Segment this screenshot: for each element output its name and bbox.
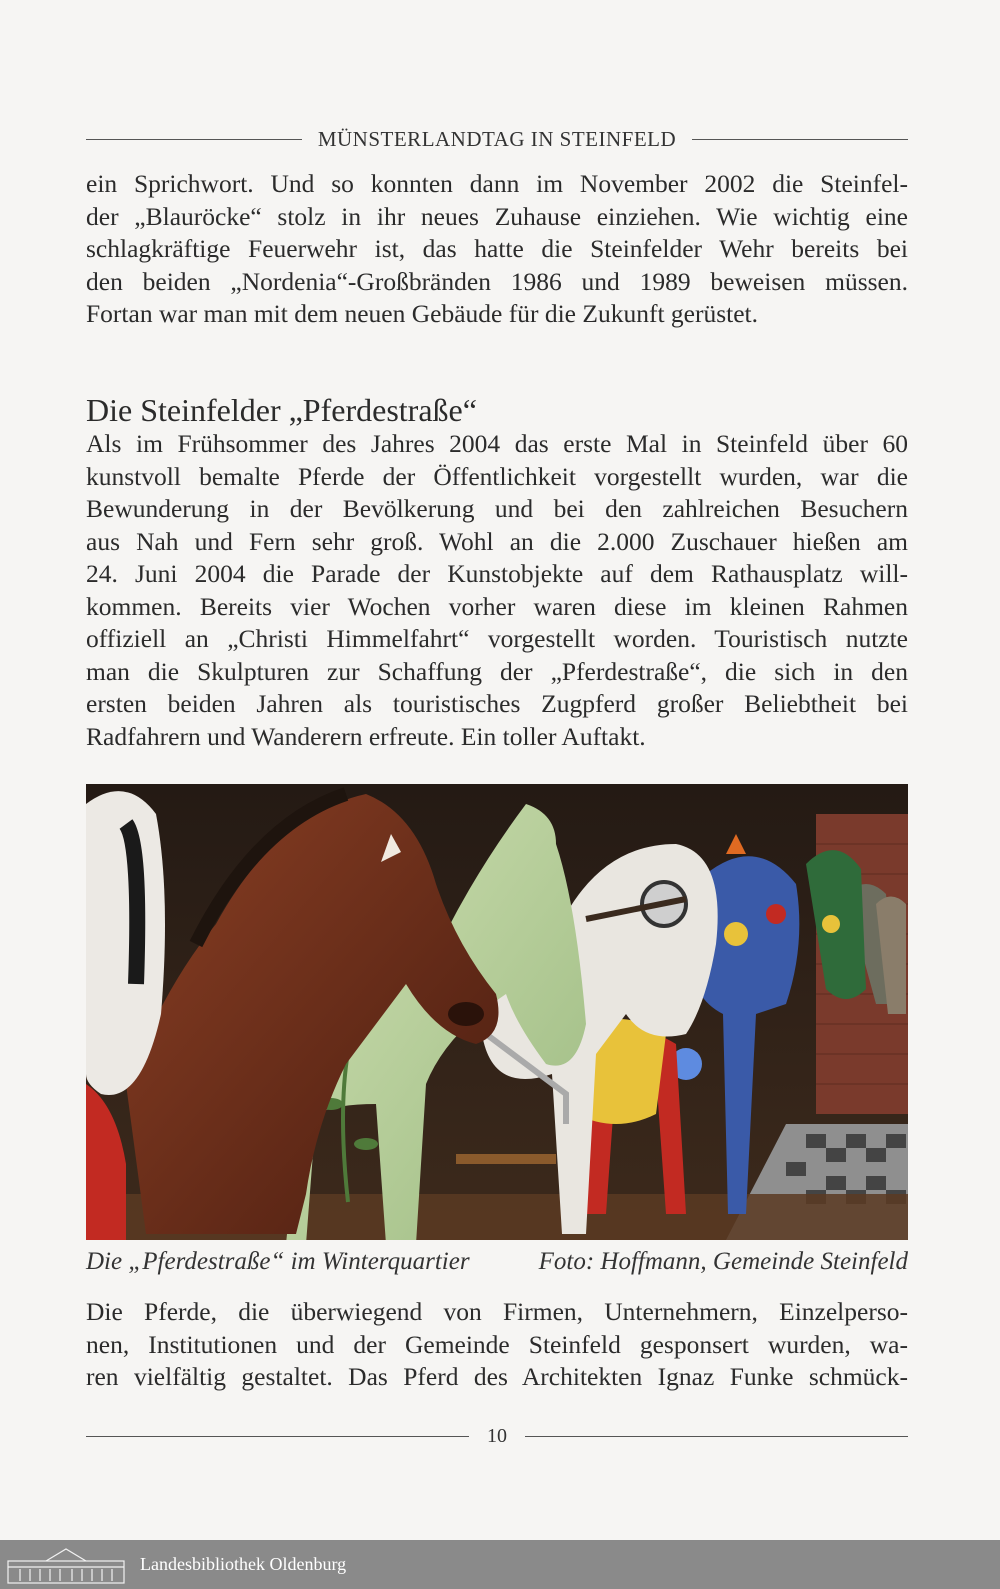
running-head-title: MÜNSTERLANDTAG IN STEINFELD [317,126,677,151]
library-building-icon [6,1545,126,1585]
text-line: Radfahrern und Wanderern erfreute. Ein toller Auftakt. [86,721,646,751]
section-heading: Die Steinfelder „Pferdestraße“ [86,392,477,428]
closing-paragraph [86,1296,908,1394]
text-line: Die Pferde, die überwiegend von Firmen, Unternehmern, Einzelperso- [86,1297,908,1326]
text-line: Bewunderung in der Bevölkerung und bei den zahlreichen Besuchern [86,494,908,523]
caption-title: Die „Pferdestraße“ im Winterquartier [86,1248,470,1275]
running-head-rule-right [692,139,908,140]
text-line: den beiden „Nordenia“-Großbränden 1986 und 1989 beweisen müssen. [86,266,908,296]
photo-caption [86,1248,908,1276]
horse-sculptures-illustration [86,784,908,1240]
footer-rule-left [86,1436,469,1437]
section-paragraph [86,428,908,753]
page-footer [86,1422,908,1450]
text-line: kunstvoll bemalte Pferde der Öffentlichkeit vorgestellt wurden, war die [86,461,908,491]
caption-credit: Foto: Hoffmann, Gemeinde Steinfeld [538,1248,908,1275]
text-line: aus Nah und Fern sehr groß. Wohl an die 2.000 Zuschauer hießen am [86,526,908,556]
text-line: offiziell an „Christi Himmelfahrt“ vorgestellt worden. Touristisch nutzte [86,624,908,653]
text-line: man die Skulpturen zur Schaffung der „Pferdestraße“, die sich in den [86,656,908,686]
text-line: kommen. Bereits vier Wochen vorher waren diese im kleinen Rahmen [86,591,908,621]
library-name: Landesbibliothek Oldenburg [140,1554,347,1574]
intro-paragraph [86,168,908,331]
footer-rule-right [525,1436,908,1437]
text-line: Fortan war man mit dem neuen Gebäude für die Zukunft gerüstet. [86,299,759,328]
library-watermark-bar [0,1540,1000,1589]
text-line: schlagkräftige Feuerwehr ist, das hatte die Steinfelder Wehr bereits bei [86,234,908,263]
text-line: ein Sprichwort. Und so konnten dann im November 2002 die Steinfel- [86,169,908,198]
horse-sculptures-photo [86,784,908,1240]
page-number: 10 [487,1424,507,1447]
text-line: Als im Frühsommer des Jahres 2004 das erste Mal in Steinfeld über 60 [86,429,908,458]
text-line: 24. Juni 2004 die Parade der Kunstobjekte auf dem Rathausplatz will- [86,559,908,588]
text-line: ren vielfältig gestaltet. Das Pferd des Architekten Ignaz Funke schmück- [86,1362,908,1391]
text-line: der „Blauröcke“ stolz in ihr neues Zuhause einziehen. Wie wichtig eine [86,201,908,231]
running-head-rule-left [86,139,302,140]
text-line: ersten beiden Jahren als touristisches Zugpferd großer Beliebtheit bei [86,689,908,718]
running-head [86,124,908,154]
text-line: nen, Institutionen und der Gemeinde Steinfeld gesponsert wurden, wa- [86,1329,908,1359]
